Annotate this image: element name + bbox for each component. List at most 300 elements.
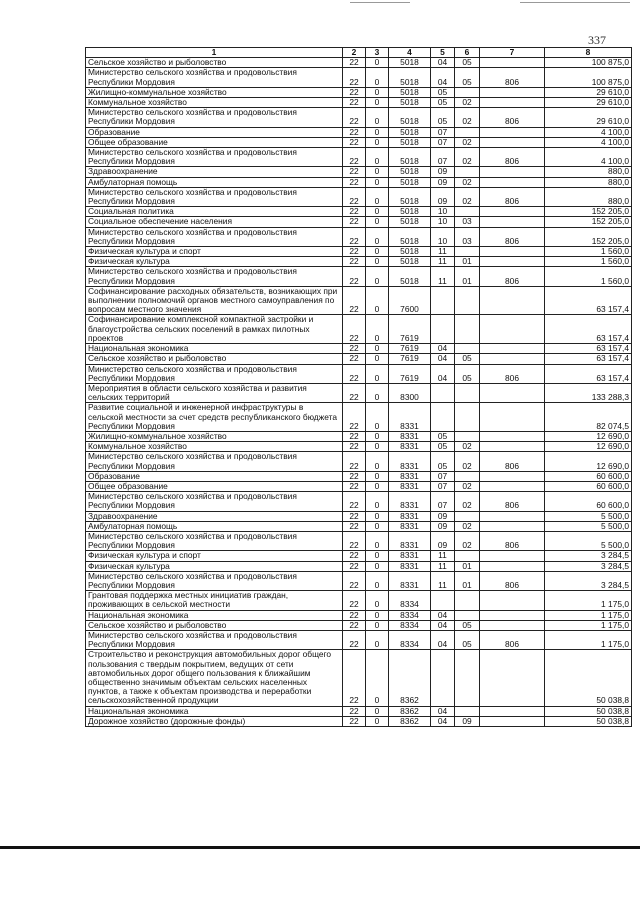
cell-col-3: 0 bbox=[366, 442, 389, 452]
bottom-rule bbox=[0, 846, 640, 849]
cell-name: Национальная экономика bbox=[86, 706, 343, 716]
cell-col-3: 0 bbox=[366, 531, 389, 550]
table-row bbox=[86, 492, 632, 511]
cell-col-3: 0 bbox=[366, 706, 389, 716]
cell-col-6: 02 bbox=[455, 492, 480, 511]
cell-col-7 bbox=[480, 481, 545, 491]
cell-col-4: 8331 bbox=[389, 452, 431, 471]
cell-col-5: 05 bbox=[431, 108, 455, 127]
table-row bbox=[86, 207, 632, 217]
table-row bbox=[86, 551, 632, 561]
cell-col-2: 22 bbox=[343, 187, 366, 206]
table-header-row bbox=[86, 48, 632, 58]
cell-col-5: 11 bbox=[431, 551, 455, 561]
cell-name: Министерство сельского хозяйства и продовольствия Республики Мордовия bbox=[86, 571, 343, 590]
scan-mark-top-right bbox=[520, 2, 630, 3]
cell-col-7 bbox=[480, 716, 545, 726]
cell-col-2: 22 bbox=[343, 442, 366, 452]
cell-col-4: 7600 bbox=[389, 286, 431, 315]
header-col-8: 8 bbox=[545, 48, 632, 58]
cell-col-7 bbox=[480, 650, 545, 706]
table-row bbox=[86, 610, 632, 620]
cell-col-6: 01 bbox=[455, 267, 480, 286]
cell-col-5: 04 bbox=[431, 706, 455, 716]
cell-col-6: 02 bbox=[455, 452, 480, 471]
cell-col-6: 05 bbox=[455, 354, 480, 364]
cell-col-4: 8334 bbox=[389, 630, 431, 649]
cell-col-3: 0 bbox=[366, 354, 389, 364]
table-row bbox=[86, 315, 632, 344]
cell-col-4: 8331 bbox=[389, 403, 431, 432]
cell-name: Социальная политика bbox=[86, 207, 343, 217]
cell-name: Строительство и реконструкция автомобильных дорог общего пользования с твердым покрытием, ведущих от сети автомобильных дорог общего пользования к ближайшим общественно значимым объектам сельских населенных пунктов, а также к объектам производства и переработки сельскохозяйственной продукции bbox=[86, 650, 343, 706]
table-row bbox=[86, 354, 632, 364]
cell-col-7 bbox=[480, 257, 545, 267]
cell-amount: 880,0 bbox=[545, 177, 632, 187]
cell-col-7 bbox=[480, 286, 545, 315]
cell-col-7: 806 bbox=[480, 108, 545, 127]
cell-col-3: 0 bbox=[366, 511, 389, 521]
cell-col-7 bbox=[480, 247, 545, 257]
cell-col-5: 04 bbox=[431, 344, 455, 354]
table-row bbox=[86, 257, 632, 267]
cell-col-5: 05 bbox=[431, 442, 455, 452]
cell-col-6: 02 bbox=[455, 531, 480, 550]
table-row bbox=[86, 650, 632, 706]
cell-col-2: 22 bbox=[343, 511, 366, 521]
table-row bbox=[86, 127, 632, 137]
cell-col-5: 05 bbox=[431, 431, 455, 441]
table-row bbox=[86, 217, 632, 227]
cell-col-3: 0 bbox=[366, 207, 389, 217]
cell-col-3: 0 bbox=[366, 87, 389, 97]
cell-col-2: 22 bbox=[343, 344, 366, 354]
header-col-7: 7 bbox=[480, 48, 545, 58]
table-row bbox=[86, 452, 632, 471]
cell-col-7: 806 bbox=[480, 227, 545, 246]
cell-col-2: 22 bbox=[343, 531, 366, 550]
cell-col-7: 806 bbox=[480, 630, 545, 649]
cell-col-5: 07 bbox=[431, 148, 455, 167]
cell-col-7: 806 bbox=[480, 452, 545, 471]
cell-col-3: 0 bbox=[366, 521, 389, 531]
cell-col-4: 8331 bbox=[389, 521, 431, 531]
cell-amount: 60 600,0 bbox=[545, 481, 632, 491]
cell-col-3: 0 bbox=[366, 286, 389, 315]
cell-col-2: 22 bbox=[343, 137, 366, 147]
cell-col-2: 22 bbox=[343, 650, 366, 706]
header-col-4: 4 bbox=[389, 48, 431, 58]
cell-col-2: 22 bbox=[343, 364, 366, 383]
cell-col-3: 0 bbox=[366, 167, 389, 177]
header-col-5: 5 bbox=[431, 48, 455, 58]
cell-amount: 63 157,4 bbox=[545, 315, 632, 344]
cell-amount: 50 038,8 bbox=[545, 650, 632, 706]
cell-amount: 1 175,0 bbox=[545, 630, 632, 649]
cell-amount: 63 157,4 bbox=[545, 344, 632, 354]
cell-col-2: 22 bbox=[343, 383, 366, 402]
cell-amount: 12 690,0 bbox=[545, 442, 632, 452]
cell-col-6 bbox=[455, 591, 480, 610]
cell-col-6: 01 bbox=[455, 571, 480, 590]
cell-col-3: 0 bbox=[366, 315, 389, 344]
cell-name: Национальная экономика bbox=[86, 610, 343, 620]
cell-col-6: 02 bbox=[455, 108, 480, 127]
table-row bbox=[86, 87, 632, 97]
cell-col-4: 8331 bbox=[389, 571, 431, 590]
cell-col-5: 07 bbox=[431, 481, 455, 491]
cell-name: Дорожное хозяйство (дорожные фонды) bbox=[86, 716, 343, 726]
table-row bbox=[86, 137, 632, 147]
cell-col-2: 22 bbox=[343, 315, 366, 344]
cell-amount: 1 560,0 bbox=[545, 247, 632, 257]
cell-col-3: 0 bbox=[366, 561, 389, 571]
cell-name: Министерство сельского хозяйства и продовольствия Республики Мордовия bbox=[86, 492, 343, 511]
cell-col-4: 5018 bbox=[389, 247, 431, 257]
header-col-1: 1 bbox=[86, 48, 343, 58]
cell-col-4: 5018 bbox=[389, 267, 431, 286]
cell-col-3: 0 bbox=[366, 630, 389, 649]
cell-col-5 bbox=[431, 315, 455, 344]
cell-amount: 50 038,8 bbox=[545, 716, 632, 726]
cell-col-7 bbox=[480, 137, 545, 147]
cell-col-5: 04 bbox=[431, 58, 455, 68]
cell-col-5: 11 bbox=[431, 267, 455, 286]
cell-amount: 29 610,0 bbox=[545, 98, 632, 108]
cell-col-6: 05 bbox=[455, 630, 480, 649]
cell-name: Коммунальное хозяйство bbox=[86, 442, 343, 452]
cell-col-4: 8334 bbox=[389, 610, 431, 620]
cell-col-7: 806 bbox=[480, 267, 545, 286]
cell-col-2: 22 bbox=[343, 87, 366, 97]
cell-col-4: 8300 bbox=[389, 383, 431, 402]
table-row bbox=[86, 571, 632, 590]
cell-col-2: 22 bbox=[343, 620, 366, 630]
cell-col-2: 22 bbox=[343, 481, 366, 491]
cell-col-7 bbox=[480, 521, 545, 531]
cell-amount: 12 690,0 bbox=[545, 431, 632, 441]
cell-col-3: 0 bbox=[366, 364, 389, 383]
page-number: 337 bbox=[588, 33, 606, 47]
cell-col-2: 22 bbox=[343, 167, 366, 177]
cell-amount: 63 157,4 bbox=[545, 354, 632, 364]
cell-col-3: 0 bbox=[366, 452, 389, 471]
cell-col-4: 8331 bbox=[389, 481, 431, 491]
cell-col-7 bbox=[480, 561, 545, 571]
cell-col-4: 8331 bbox=[389, 492, 431, 511]
table-row bbox=[86, 148, 632, 167]
cell-amount: 1 560,0 bbox=[545, 267, 632, 286]
cell-col-3: 0 bbox=[366, 247, 389, 257]
scan-mark-top bbox=[350, 2, 410, 3]
cell-col-3: 0 bbox=[366, 650, 389, 706]
cell-col-2: 22 bbox=[343, 257, 366, 267]
cell-name: Министерство сельского хозяйства и продовольствия Республики Мордовия bbox=[86, 452, 343, 471]
cell-col-3: 0 bbox=[366, 127, 389, 137]
cell-name: Национальная экономика bbox=[86, 344, 343, 354]
cell-col-6 bbox=[455, 207, 480, 217]
table-row bbox=[86, 167, 632, 177]
cell-col-7: 806 bbox=[480, 571, 545, 590]
cell-col-7 bbox=[480, 610, 545, 620]
cell-col-2: 22 bbox=[343, 98, 366, 108]
table-row bbox=[86, 267, 632, 286]
cell-amount: 63 157,4 bbox=[545, 364, 632, 383]
cell-col-4: 7619 bbox=[389, 354, 431, 364]
table-row bbox=[86, 511, 632, 521]
cell-name: Общее образование bbox=[86, 137, 343, 147]
cell-col-5: 07 bbox=[431, 492, 455, 511]
cell-col-5: 11 bbox=[431, 257, 455, 267]
cell-amount: 133 288,3 bbox=[545, 383, 632, 402]
cell-col-4: 7619 bbox=[389, 315, 431, 344]
cell-col-3: 0 bbox=[366, 620, 389, 630]
cell-amount: 4 100,0 bbox=[545, 137, 632, 147]
cell-col-7 bbox=[480, 511, 545, 521]
cell-col-4: 8331 bbox=[389, 531, 431, 550]
cell-col-6 bbox=[455, 471, 480, 481]
cell-col-4: 5018 bbox=[389, 257, 431, 267]
cell-col-4: 5018 bbox=[389, 68, 431, 87]
cell-col-6: 02 bbox=[455, 521, 480, 531]
cell-amount: 63 157,4 bbox=[545, 286, 632, 315]
cell-col-7: 806 bbox=[480, 68, 545, 87]
cell-name: Министерство сельского хозяйства и продовольствия Республики Мордовия bbox=[86, 187, 343, 206]
table-row bbox=[86, 187, 632, 206]
cell-col-2: 22 bbox=[343, 177, 366, 187]
cell-amount: 100 875,0 bbox=[545, 68, 632, 87]
cell-col-2: 22 bbox=[343, 403, 366, 432]
cell-col-5: 04 bbox=[431, 354, 455, 364]
cell-col-3: 0 bbox=[366, 137, 389, 147]
cell-col-5: 07 bbox=[431, 471, 455, 481]
table-row bbox=[86, 364, 632, 383]
cell-col-4: 8334 bbox=[389, 591, 431, 610]
cell-col-2: 22 bbox=[343, 217, 366, 227]
cell-col-6: 02 bbox=[455, 148, 480, 167]
cell-col-2: 22 bbox=[343, 571, 366, 590]
cell-col-5 bbox=[431, 286, 455, 315]
cell-col-4: 5018 bbox=[389, 167, 431, 177]
cell-col-7 bbox=[480, 620, 545, 630]
cell-col-4: 5018 bbox=[389, 98, 431, 108]
cell-col-7 bbox=[480, 442, 545, 452]
cell-name: Физическая культура bbox=[86, 561, 343, 571]
cell-col-4: 5018 bbox=[389, 137, 431, 147]
table-row bbox=[86, 227, 632, 246]
cell-col-4: 7619 bbox=[389, 364, 431, 383]
cell-col-6: 01 bbox=[455, 561, 480, 571]
cell-col-4: 8362 bbox=[389, 706, 431, 716]
cell-col-3: 0 bbox=[366, 148, 389, 167]
cell-col-4: 8331 bbox=[389, 442, 431, 452]
cell-col-6: 02 bbox=[455, 187, 480, 206]
cell-col-5: 09 bbox=[431, 167, 455, 177]
cell-name: Здравоохранение bbox=[86, 167, 343, 177]
cell-col-5: 11 bbox=[431, 247, 455, 257]
cell-col-6: 05 bbox=[455, 58, 480, 68]
cell-col-3: 0 bbox=[366, 217, 389, 227]
cell-col-4: 8334 bbox=[389, 620, 431, 630]
cell-col-4: 5018 bbox=[389, 127, 431, 137]
cell-amount: 152 205,0 bbox=[545, 227, 632, 246]
cell-col-7 bbox=[480, 167, 545, 177]
table-row bbox=[86, 561, 632, 571]
cell-col-7 bbox=[480, 98, 545, 108]
cell-col-3: 0 bbox=[366, 98, 389, 108]
cell-col-3: 0 bbox=[366, 481, 389, 491]
cell-col-2: 22 bbox=[343, 471, 366, 481]
cell-col-4: 8331 bbox=[389, 551, 431, 561]
cell-col-6 bbox=[455, 167, 480, 177]
cell-amount: 880,0 bbox=[545, 187, 632, 206]
cell-col-2: 22 bbox=[343, 267, 366, 286]
cell-col-3: 0 bbox=[366, 610, 389, 620]
cell-name: Министерство сельского хозяйства и продовольствия Республики Мордовия bbox=[86, 630, 343, 649]
cell-col-4: 8362 bbox=[389, 650, 431, 706]
cell-col-6: 02 bbox=[455, 137, 480, 147]
cell-col-3: 0 bbox=[366, 267, 389, 286]
cell-col-4: 8362 bbox=[389, 716, 431, 726]
cell-col-3: 0 bbox=[366, 551, 389, 561]
cell-name: Общее образование bbox=[86, 481, 343, 491]
cell-amount: 1 175,0 bbox=[545, 620, 632, 630]
cell-name: Министерство сельского хозяйства и продовольствия Республики Мордовия bbox=[86, 68, 343, 87]
cell-amount: 5 500,0 bbox=[545, 511, 632, 521]
cell-col-4: 5018 bbox=[389, 217, 431, 227]
cell-col-4: 5018 bbox=[389, 187, 431, 206]
cell-col-2: 22 bbox=[343, 591, 366, 610]
cell-amount: 29 610,0 bbox=[545, 87, 632, 97]
cell-col-2: 22 bbox=[343, 452, 366, 471]
cell-col-5: 04 bbox=[431, 630, 455, 649]
cell-amount: 60 600,0 bbox=[545, 471, 632, 481]
cell-col-6 bbox=[455, 511, 480, 521]
cell-name: Министерство сельского хозяйства и продовольствия Республики Мордовия bbox=[86, 108, 343, 127]
cell-name: Физическая культура и спорт bbox=[86, 247, 343, 257]
header-col-2: 2 bbox=[343, 48, 366, 58]
cell-col-3: 0 bbox=[366, 187, 389, 206]
cell-name: Сельское хозяйство и рыболовство bbox=[86, 58, 343, 68]
cell-col-7 bbox=[480, 354, 545, 364]
cell-col-6: 03 bbox=[455, 217, 480, 227]
cell-col-5: 09 bbox=[431, 521, 455, 531]
cell-col-2: 22 bbox=[343, 431, 366, 441]
cell-name: Министерство сельского хозяйства и продовольствия Республики Мордовия bbox=[86, 227, 343, 246]
cell-col-5: 04 bbox=[431, 620, 455, 630]
cell-col-2: 22 bbox=[343, 521, 366, 531]
cell-amount: 3 284,5 bbox=[545, 551, 632, 561]
cell-col-2: 22 bbox=[343, 108, 366, 127]
cell-name: Амбулаторная помощь bbox=[86, 521, 343, 531]
cell-name: Грантовая поддержка местных инициатив граждан, проживающих в сельской местности bbox=[86, 591, 343, 610]
cell-col-7 bbox=[480, 431, 545, 441]
cell-col-3: 0 bbox=[366, 492, 389, 511]
cell-amount: 4 100,0 bbox=[545, 127, 632, 137]
table-row bbox=[86, 442, 632, 452]
cell-col-7 bbox=[480, 87, 545, 97]
cell-col-6: 05 bbox=[455, 364, 480, 383]
cell-col-6 bbox=[455, 431, 480, 441]
cell-col-3: 0 bbox=[366, 227, 389, 246]
cell-col-6: 02 bbox=[455, 481, 480, 491]
cell-col-7: 806 bbox=[480, 364, 545, 383]
table-row bbox=[86, 531, 632, 550]
cell-col-2: 22 bbox=[343, 561, 366, 571]
cell-col-4: 5018 bbox=[389, 87, 431, 97]
cell-col-6 bbox=[455, 286, 480, 315]
cell-col-5: 07 bbox=[431, 137, 455, 147]
cell-col-5: 09 bbox=[431, 531, 455, 550]
cell-col-5: 04 bbox=[431, 716, 455, 726]
cell-amount: 12 690,0 bbox=[545, 452, 632, 471]
cell-col-2: 22 bbox=[343, 127, 366, 137]
cell-name: Сельское хозяйство и рыболовство bbox=[86, 354, 343, 364]
cell-col-5: 09 bbox=[431, 187, 455, 206]
cell-col-3: 0 bbox=[366, 716, 389, 726]
table-row bbox=[86, 177, 632, 187]
table-row bbox=[86, 431, 632, 441]
cell-col-2: 22 bbox=[343, 68, 366, 87]
table-row bbox=[86, 403, 632, 432]
table-row bbox=[86, 471, 632, 481]
cell-col-3: 0 bbox=[366, 403, 389, 432]
cell-col-2: 22 bbox=[343, 492, 366, 511]
cell-col-2: 22 bbox=[343, 227, 366, 246]
cell-col-2: 22 bbox=[343, 610, 366, 620]
cell-col-4: 5018 bbox=[389, 207, 431, 217]
cell-col-5: 04 bbox=[431, 68, 455, 87]
cell-col-2: 22 bbox=[343, 286, 366, 315]
cell-col-3: 0 bbox=[366, 108, 389, 127]
cell-col-3: 0 bbox=[366, 383, 389, 402]
cell-name: Физическая культура и спорт bbox=[86, 551, 343, 561]
cell-name: Министерство сельского хозяйства и продовольствия Республики Мордовия bbox=[86, 531, 343, 550]
table-row bbox=[86, 58, 632, 68]
cell-amount: 3 284,5 bbox=[545, 571, 632, 590]
cell-col-7 bbox=[480, 706, 545, 716]
cell-col-5: 05 bbox=[431, 452, 455, 471]
cell-col-6 bbox=[455, 706, 480, 716]
cell-col-6: 03 bbox=[455, 227, 480, 246]
cell-col-2: 22 bbox=[343, 354, 366, 364]
cell-col-6 bbox=[455, 247, 480, 257]
header-col-6: 6 bbox=[455, 48, 480, 58]
cell-col-7 bbox=[480, 551, 545, 561]
cell-col-6: 02 bbox=[455, 442, 480, 452]
cell-col-5 bbox=[431, 591, 455, 610]
cell-col-6 bbox=[455, 87, 480, 97]
cell-col-3: 0 bbox=[366, 431, 389, 441]
cell-name: Министерство сельского хозяйства и продовольствия Республики Мордовия bbox=[86, 364, 343, 383]
cell-col-2: 22 bbox=[343, 207, 366, 217]
cell-name: Софинансирование расходных обязательств, возникающих при выполнении полномочий органов местного самоуправления по вопросам местного значения bbox=[86, 286, 343, 315]
cell-name: Развитие социальной и инженерной инфраструктуры в сельской местности за счет средств республиканского бюджета Республики Мордовия bbox=[86, 403, 343, 432]
cell-col-6 bbox=[455, 610, 480, 620]
cell-col-4: 8331 bbox=[389, 511, 431, 521]
cell-col-6 bbox=[455, 403, 480, 432]
cell-col-6 bbox=[455, 127, 480, 137]
cell-col-5: 05 bbox=[431, 87, 455, 97]
cell-name: Мероприятия в области сельского хозяйства и развития сельских территорий bbox=[86, 383, 343, 402]
header-col-3: 3 bbox=[366, 48, 389, 58]
cell-col-3: 0 bbox=[366, 177, 389, 187]
cell-col-7: 806 bbox=[480, 187, 545, 206]
table-row bbox=[86, 286, 632, 315]
cell-col-7 bbox=[480, 127, 545, 137]
table-row bbox=[86, 591, 632, 610]
cell-col-3: 0 bbox=[366, 257, 389, 267]
